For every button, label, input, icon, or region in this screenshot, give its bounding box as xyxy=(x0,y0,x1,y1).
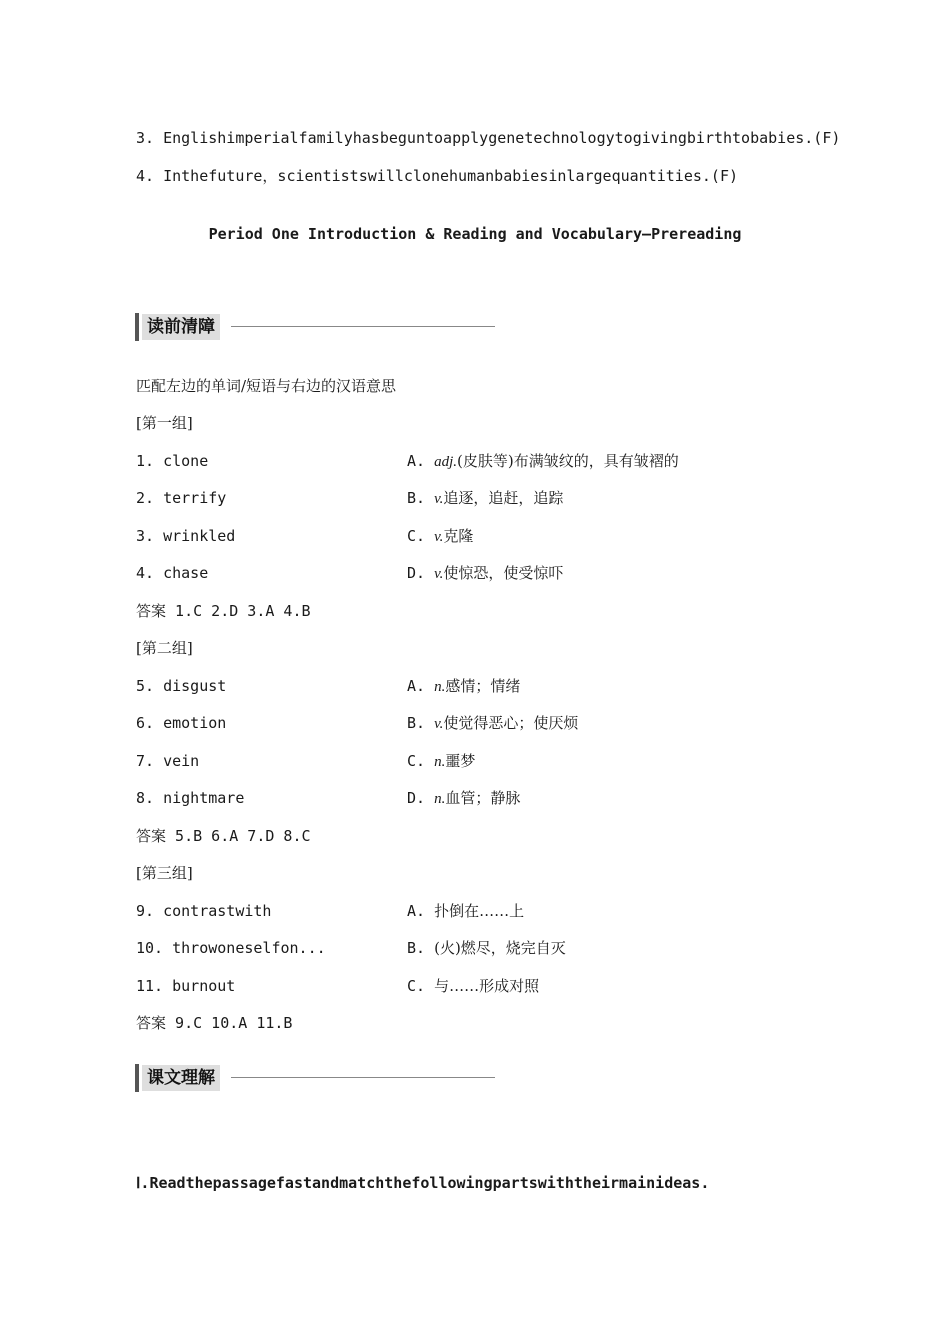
vocab-meaning: C. 与……形成对照 xyxy=(407,977,540,995)
task-instruction: Ⅰ.Readthepassagefastandmatchthefollowingpartswiththeirmainideas. xyxy=(136,1174,710,1192)
vocab-meaning: A. adj.(皮肤等)布满皱纹的，具有皱褶的 xyxy=(407,452,679,470)
section-rule xyxy=(231,1077,495,1078)
vocab-meaning: A. n.感情；情绪 xyxy=(407,677,521,695)
section-label: 课文理解 xyxy=(142,1065,220,1091)
vocab-word: 8. nightmare xyxy=(136,789,245,807)
vocab-word: 1. clone xyxy=(136,452,209,470)
vocab-meaning: B. v.使觉得恶心；使厌烦 xyxy=(407,714,579,732)
vocab-word: 9. contrastwith xyxy=(136,902,272,920)
section-marker xyxy=(135,313,139,341)
section-label: 读前清障 xyxy=(142,314,220,340)
vocab-word: 10. throwoneselfon... xyxy=(136,939,326,957)
vocab-meaning: C. v.克隆 xyxy=(407,527,474,545)
section-header-comprehension xyxy=(135,1064,495,1092)
vocab-word: 6. emotion xyxy=(136,714,227,732)
period-title: Period One Introduction & Reading and Vocabulary—Prereading xyxy=(208,225,742,243)
vocab-word: 5. disgust xyxy=(136,677,227,695)
vocab-word: 4. chase xyxy=(136,564,209,582)
vocab-meaning: A. 扑倒在……上 xyxy=(407,902,525,920)
vocab-word: 3. wrinkled xyxy=(136,527,236,545)
vocab-word: 11. burnout xyxy=(136,977,236,995)
statement-4: 4. Inthefuture，scientistswillclonehumanbabiesinlargequantities.(F) xyxy=(136,167,738,185)
vocab-meaning: B. (火)燃尽，烧完自灭 xyxy=(407,939,566,957)
answer-line: 答案 1.C 2.D 3.A 4.B xyxy=(136,602,311,620)
answer-line: 答案 5.B 6.A 7.D 8.C xyxy=(136,827,311,845)
vocab-meaning: B. v.追逐，追赶，追踪 xyxy=(407,489,564,507)
vocab-word: 7. vein xyxy=(136,752,200,770)
statement-3: 3. Englishimperialfamilyhasbeguntoapplygenetechnologytogivingbirthtobabies.(F) xyxy=(136,129,841,147)
section-rule xyxy=(231,326,495,327)
vocab-word: 2. terrify xyxy=(136,489,227,507)
vocab-meaning: D. n.血管；静脉 xyxy=(407,789,521,807)
group-header: [第二组] xyxy=(136,639,193,657)
answer-line: 答案 9.C 10.A 11.B xyxy=(136,1014,293,1032)
group-header: [第三组] xyxy=(136,864,193,882)
section-header-prereading xyxy=(135,313,495,341)
instruction: 匹配左边的单词/短语与右边的汉语意思 xyxy=(136,377,397,395)
vocab-meaning: D. v.使惊恐，使受惊吓 xyxy=(407,564,564,582)
vocab-meaning: C. n.噩梦 xyxy=(407,752,476,770)
section-marker xyxy=(135,1064,139,1092)
group-header: [第一组] xyxy=(136,414,193,432)
